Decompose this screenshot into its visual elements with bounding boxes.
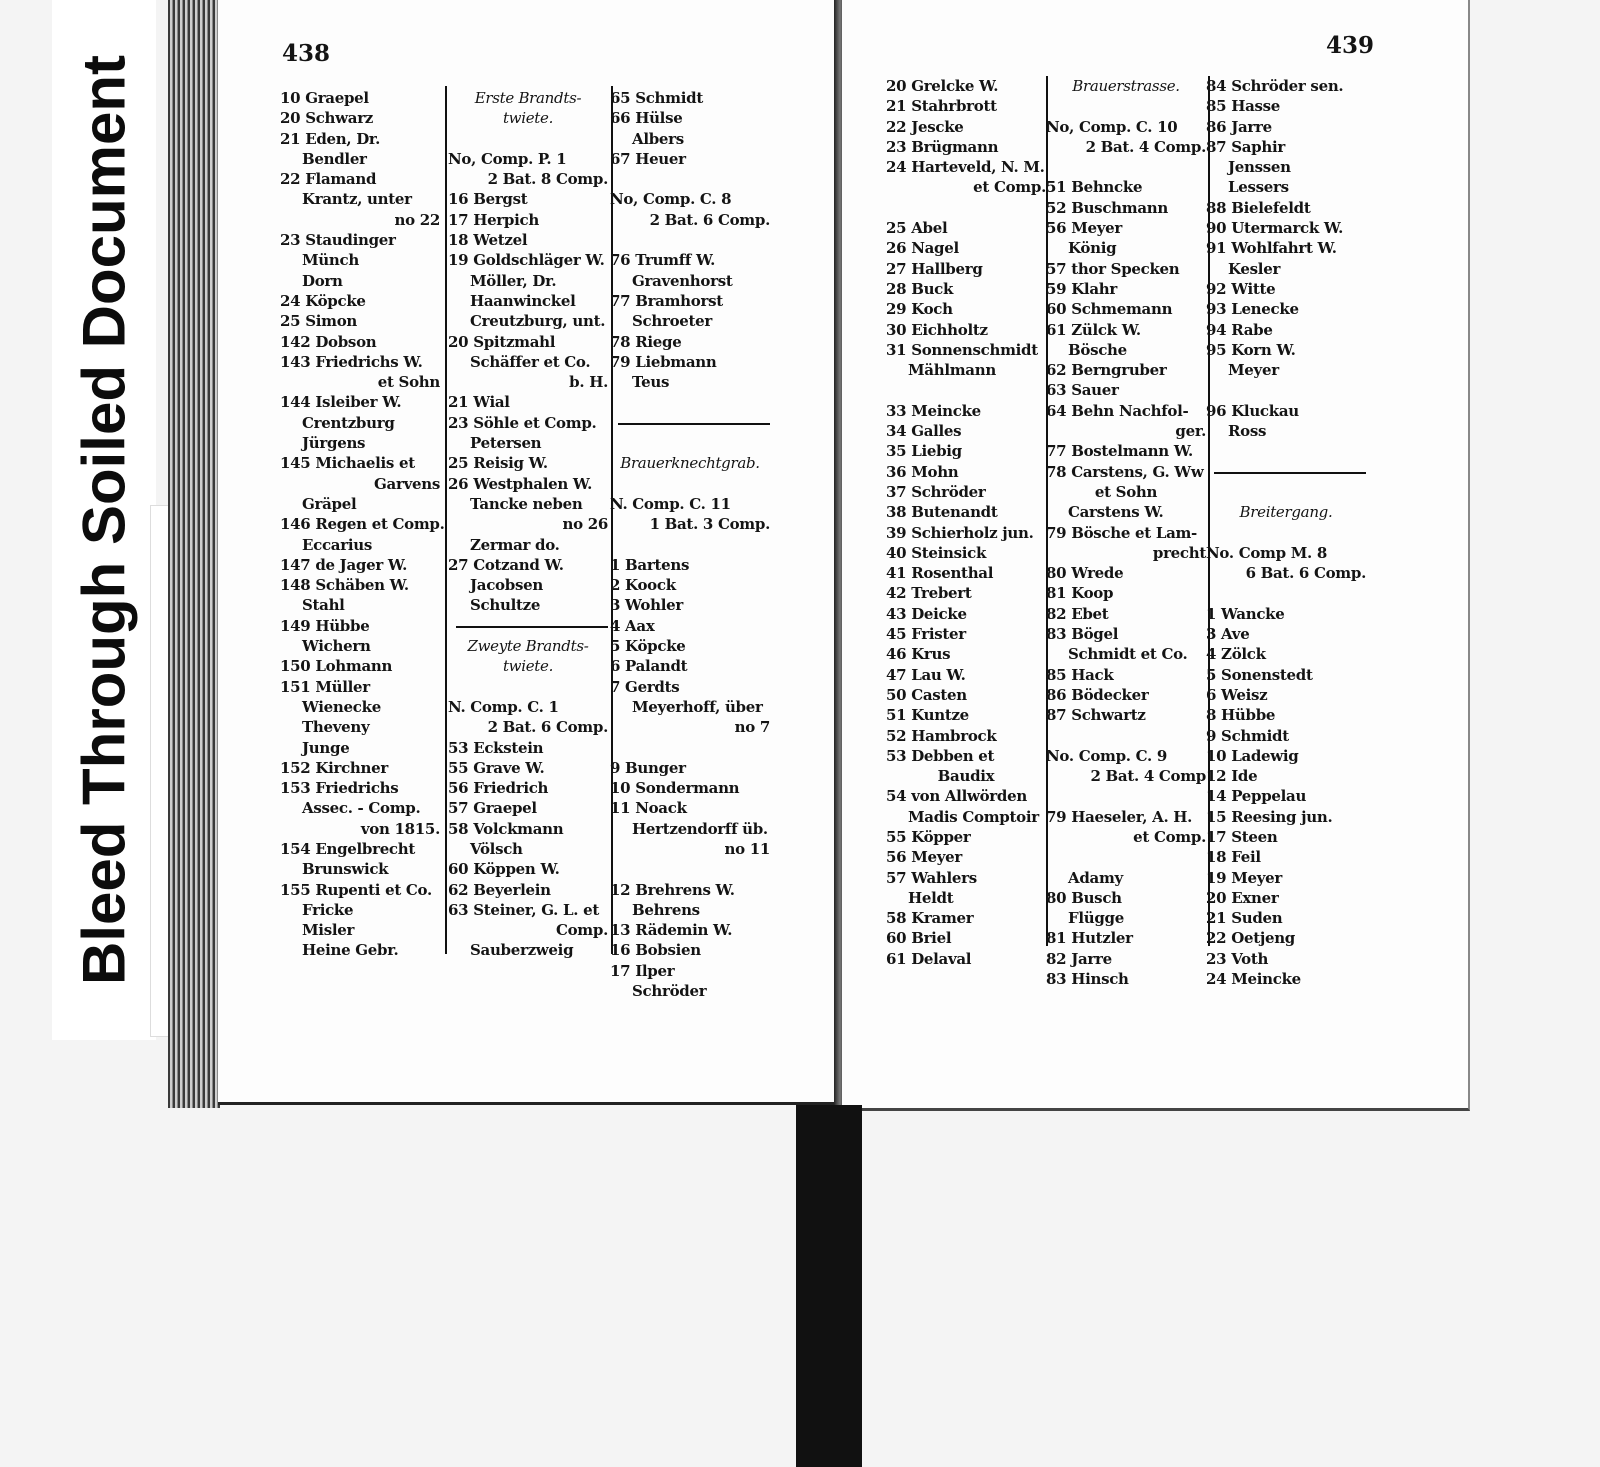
directory-entry: 21 Suden (1206, 909, 1283, 928)
directory-entry: 144 Isleiber W. (280, 393, 402, 412)
directory-entry: Heine Gebr. (302, 941, 399, 960)
section-heading: Brauerknechtgrab. (620, 454, 760, 473)
directory-entry: 83 Bögel (1046, 625, 1119, 644)
blank-line (886, 380, 1046, 400)
directory-entry: et Comp. (973, 178, 1046, 197)
blank-line (1046, 726, 1206, 746)
directory-entry: 63 Steiner, G. L. et (448, 900, 599, 919)
directory-entry: 154 Engelbrecht (280, 839, 416, 858)
directory-entry: 25 Reisig W. (448, 454, 548, 473)
directory-entry: 2 Bat. 4 Comp. (1085, 137, 1206, 156)
directory-entry: 21 Wial (448, 393, 510, 412)
directory-entry: 14 Peppelau (1206, 787, 1307, 806)
directory-entry: Petersen (470, 434, 542, 453)
directory-entry: 10 Ladewig (1206, 746, 1299, 765)
directory-entry: 61 Delaval (886, 949, 972, 968)
directory-entry: 57 Graepel (448, 799, 537, 818)
directory-entry: 79 Bösche et Lam- (1046, 523, 1197, 542)
left-column-3 (610, 88, 770, 1001)
directory-entry: 150 Lohmann (280, 657, 393, 676)
blank-line (1206, 482, 1366, 502)
directory-entry: 19 Goldschläger W. (448, 251, 605, 270)
blank-line (610, 859, 770, 879)
directory-entry: 24 Meincke (1206, 970, 1301, 989)
directory-entry: Flügge (1068, 909, 1124, 928)
directory-entry: Ross (1228, 422, 1267, 441)
directory-entry: 29 Koch (886, 300, 953, 319)
directory-entry: 88 Bielefeldt (1206, 198, 1311, 217)
directory-entry: Bösche (1068, 340, 1127, 359)
page-number-right: 439 (1326, 32, 1375, 59)
directory-entry: Dorn (302, 271, 343, 290)
directory-entry: 28 Buck (886, 279, 954, 298)
directory-entry: Adamy (1068, 868, 1123, 887)
directory-entry: 56 Meyer (1046, 219, 1123, 238)
directory-entry: 2 Bat. 6 Comp. (649, 210, 770, 229)
directory-entry: Hertzendorff üb. (632, 819, 768, 838)
blank-line (610, 169, 770, 189)
directory-entry: 12 Brehrens W. (610, 880, 735, 899)
blank-line (448, 677, 608, 697)
directory-entry: 92 Witte (1206, 279, 1276, 298)
directory-entry: 18 Feil (1206, 848, 1261, 867)
directory-entry: 47 Lau W. (886, 665, 966, 684)
directory-entry: Jenssen (1228, 158, 1291, 177)
directory-entry: no 22 (394, 210, 440, 229)
directory-entry: 54 von Allwörden (886, 787, 1027, 806)
blank-line (1206, 380, 1366, 400)
directory-entry: 52 Buschmann (1046, 198, 1168, 217)
directory-entry: et Sohn (377, 373, 440, 392)
blank-line (1046, 96, 1206, 116)
directory-entry: 5 Köpcke (610, 637, 686, 656)
directory-entry: Schultze (470, 596, 541, 615)
directory-entry: 57 thor Specken (1046, 259, 1180, 278)
directory-entry: Zermar do. (470, 535, 560, 554)
directory-entry: 83 Hinsch (1046, 970, 1129, 989)
blank-line (1046, 786, 1206, 806)
directory-entry: Fricke (302, 900, 354, 919)
directory-entry: no 7 (734, 718, 770, 737)
directory-entry: 18 Wetzel (448, 231, 528, 250)
directory-entry: 42 Trebert (886, 584, 972, 603)
directory-entry: 4 Zölck (1206, 645, 1266, 664)
directory-entry: Madis Comptoir (908, 807, 1039, 826)
directory-entry: 15 Reesing jun. (1206, 807, 1333, 826)
directory-entry: Brunswick (302, 860, 389, 879)
directory-entry: Gravenhorst (632, 271, 733, 290)
directory-entry: 25 Abel (886, 219, 948, 238)
directory-entry: 24 Köpcke (280, 291, 366, 310)
directory-entry: 20 Spitzmahl (448, 332, 556, 351)
directory-entry: 11 Noack (610, 799, 687, 818)
directory-entry: 16 Bobsien (610, 941, 701, 960)
directory-entry: no 26 (562, 515, 608, 534)
blank-line (1206, 441, 1366, 461)
blank-line (886, 198, 1046, 218)
directory-entry: 149 Hübbe (280, 616, 370, 635)
directory-entry: 81 Hutzler (1046, 929, 1133, 948)
section-rule (1206, 462, 1366, 482)
directory-entry: 86 Bödecker (1046, 685, 1149, 704)
directory-entry: 78 Carstens, G. Ww (1046, 462, 1204, 481)
badge-text: Bleed Through Soiled Document (70, 54, 138, 986)
directory-entry: 63 Sauer (1046, 381, 1119, 400)
directory-entry: Misler (302, 921, 355, 940)
directory-entry: 51 Behncke (1046, 178, 1143, 197)
directory-entry: precht (1152, 543, 1206, 562)
directory-entry: 79 Liebmann (610, 352, 717, 371)
directory-entry: Eccarius (302, 535, 372, 554)
directory-entry: Schäffer et Co. (470, 352, 591, 371)
left-column-1 (280, 88, 445, 961)
directory-entry: Sauberzweig (470, 941, 574, 960)
directory-entry: 27 Hallberg (886, 259, 983, 278)
directory-entry: 58 Kramer (886, 909, 974, 928)
section-heading: Breitergang. (1239, 503, 1333, 522)
directory-entry: Haanwinckel (470, 291, 576, 310)
directory-entry: No. Comp. C. 9 (1046, 746, 1168, 765)
directory-entry: 20 Schwarz (280, 109, 374, 128)
directory-entry: 56 Friedrich (448, 779, 549, 798)
directory-entry: 6 Palandt (610, 657, 688, 676)
directory-entry: 52 Hambrock (886, 726, 997, 745)
directory-entry: 20 Exner (1206, 888, 1279, 907)
directory-entry: 94 Rabe (1206, 320, 1273, 339)
directory-entry: Krantz, unter (302, 190, 412, 209)
directory-entry: 80 Wrede (1046, 564, 1124, 583)
directory-entry: 26 Westphalen W. (448, 474, 593, 493)
directory-entry: 12 Ide (1206, 767, 1258, 786)
directory-entry: Theveny (302, 718, 370, 737)
directory-entry: 93 Lenecke (1206, 300, 1299, 319)
directory-entry: 153 Friedrichs (280, 779, 399, 798)
section-rule (610, 413, 770, 433)
directory-entry: 10 Sondermann (610, 779, 740, 798)
directory-entry: Wichern (302, 637, 371, 656)
directory-entry: Völsch (470, 839, 523, 858)
blank-line (1046, 157, 1206, 177)
directory-entry: 2 Bat. 6 Comp. (487, 718, 608, 737)
directory-entry: 30 Eichholtz (886, 320, 988, 339)
directory-entry: Junge (302, 738, 350, 757)
label-badge (52, 0, 156, 1040)
directory-entry: 5 Sonenstedt (1206, 665, 1313, 684)
directory-entry: 62 Berngruber (1046, 361, 1167, 380)
directory-entry: 77 Bramhorst (610, 291, 723, 310)
directory-entry: 91 Wohlfahrt W. (1206, 239, 1337, 258)
page-edges (168, 0, 220, 1108)
directory-entry: No, Comp. C. 8 (610, 190, 732, 209)
directory-entry: 76 Trumff W. (610, 251, 716, 270)
directory-entry: 152 Kirchner (280, 758, 388, 777)
directory-entry: Kesler (1228, 259, 1281, 278)
directory-entry: 9 Bunger (610, 758, 686, 777)
directory-entry: 87 Schwartz (1046, 706, 1146, 725)
directory-entry: 82 Ebet (1046, 604, 1109, 623)
directory-entry: 17 Herpich (448, 210, 539, 229)
directory-entry: 23 Söhle et Comp. (448, 413, 597, 432)
directory-entry: Bendler (302, 149, 367, 168)
directory-entry: 85 Hack (1046, 665, 1114, 684)
directory-entry: 20 Grelcke W. (886, 77, 999, 95)
directory-entry: 9 Schmidt (1206, 726, 1289, 745)
section-heading: Erste Brandts- (474, 89, 582, 107)
directory-entry: 36 Mohn (886, 462, 959, 481)
directory-entry: 2 Koock (610, 576, 676, 595)
directory-entry: Gräpel (302, 494, 357, 513)
directory-entry: Comp. (555, 921, 608, 940)
directory-entry: Meyerhoff, über (632, 697, 763, 716)
directory-entry: Münch (302, 251, 359, 270)
directory-entry: N. Comp. C. 11 (610, 494, 731, 513)
directory-entry: 58 Volckmann (448, 819, 564, 838)
directory-entry: 56 Meyer (886, 848, 963, 867)
directory-entry: 31 Sonnenschmidt (886, 340, 1038, 359)
directory-entry: 46 Krus (886, 645, 951, 664)
directory-entry: 17 Steen (1206, 827, 1278, 846)
directory-entry: 40 Steinsick (886, 543, 987, 562)
directory-entry: Creutzburg, unt. (470, 312, 606, 331)
directory-entry: 19 Meyer (1206, 868, 1283, 887)
directory-entry: Crentzburg (302, 413, 395, 432)
directory-entry: 85 Hasse (1206, 97, 1281, 116)
directory-entry: 60 Köppen W. (448, 860, 560, 879)
directory-entry: 1 Bat. 3 Comp. (649, 515, 770, 534)
directory-entry: 8 Hübbe (1206, 706, 1276, 725)
directory-entry: 10 Graepel (280, 89, 369, 107)
directory-entry: 80 Busch (1046, 888, 1122, 907)
column-divider (445, 86, 447, 954)
directory-entry: 59 Klahr (1046, 279, 1117, 298)
directory-entry: von 1815. (360, 819, 440, 838)
directory-entry: Albers (632, 129, 684, 148)
directory-entry: Mählmann (908, 361, 996, 380)
left-column-2 (448, 88, 608, 961)
directory-entry: 26 Nagel (886, 239, 959, 258)
directory-entry: Baudix (937, 767, 995, 786)
badge-tab (150, 505, 170, 1037)
directory-entry: Möller, Dr. (470, 271, 557, 290)
blank-line (448, 129, 608, 149)
directory-entry: 90 Utermarck W. (1206, 219, 1344, 238)
directory-entry: 4 Aax (610, 616, 655, 635)
right-column-2 (1046, 76, 1206, 989)
directory-entry: Garvens (374, 474, 440, 493)
directory-entry: 2 Bat. 4 Comp (1090, 767, 1206, 786)
directory-entry: 151 Müller (280, 677, 370, 696)
directory-entry: 62 Beyerlein (448, 880, 551, 899)
directory-entry: 60 Schmemann (1046, 300, 1173, 319)
directory-entry: 51 Kuntze (886, 706, 969, 725)
directory-entry: No, Comp. P. 1 (448, 149, 567, 168)
directory-entry: 148 Schäben W. (280, 576, 409, 595)
directory-entry: 95 Korn W. (1206, 340, 1296, 359)
directory-entry: Teus (632, 373, 670, 392)
blank-line (1206, 583, 1366, 603)
directory-entry: No, Comp. C. 10 (1046, 117, 1178, 136)
directory-entry: 142 Dobson (280, 332, 377, 351)
directory-entry: No. Comp M. 8 (1206, 543, 1328, 562)
right-column-3 (1206, 76, 1366, 989)
left-page (218, 0, 838, 1105)
directory-entry: 22 Oetjeng (1206, 929, 1295, 948)
directory-entry: N. Comp. C. 1 (448, 697, 559, 716)
blank-line (610, 474, 770, 494)
directory-entry: et Sohn (1094, 482, 1158, 501)
directory-entry: 3 Ave (1206, 625, 1250, 644)
directory-entry: 67 Heuer (610, 149, 686, 168)
directory-entry: 79 Haeseler, A. H. (1046, 807, 1193, 826)
section-heading: Brauerstrasse. (1072, 77, 1180, 95)
section-heading: twiete. (502, 657, 554, 676)
directory-entry: 2 Bat. 8 Comp. (487, 170, 608, 189)
directory-entry: 86 Jarre (1206, 117, 1272, 136)
directory-entry: 87 Saphir (1206, 137, 1285, 156)
blank-line (1206, 523, 1366, 543)
right-column-1 (886, 76, 1046, 969)
page-number-left: 438 (282, 40, 331, 67)
directory-entry: 34 Galles (886, 422, 962, 441)
directory-entry: 33 Meincke (886, 401, 981, 420)
directory-entry: 65 Schmidt (610, 89, 703, 107)
directory-entry: 22 Jescke (886, 117, 964, 136)
directory-entry: 61 Zülck W. (1046, 320, 1141, 339)
section-heading: Zweyte Brandts- (467, 637, 589, 656)
directory-entry: 24 Harteveld, N. M. (886, 158, 1045, 177)
blank-line (610, 230, 770, 250)
section-heading: twiete. (502, 109, 554, 128)
directory-entry: Schroeter (632, 312, 712, 331)
blank-line (610, 433, 770, 453)
directory-entry: 66 Hülse (610, 109, 683, 128)
directory-entry: 1 Bartens (610, 555, 690, 574)
directory-entry: 23 Brügmann (886, 137, 999, 156)
directory-entry: no 11 (724, 839, 770, 858)
blank-line (610, 738, 770, 758)
directory-entry: 60 Briel (886, 929, 952, 948)
directory-entry: 55 Köpper (886, 827, 971, 846)
directory-entry: 37 Schröder (886, 482, 986, 501)
directory-entry: Wienecke (302, 697, 381, 716)
directory-entry: Schröder (632, 982, 707, 1001)
directory-entry: 155 Rupenti et Co. (280, 880, 432, 899)
directory-entry: 27 Cotzand W. (448, 555, 564, 574)
directory-entry: 23 Staudinger (280, 231, 396, 250)
directory-entry: 7 Gerdts (610, 677, 680, 696)
directory-entry: 147 de Jager W. (280, 555, 407, 574)
section-rule (448, 616, 608, 636)
directory-entry: Jacobsen (470, 576, 543, 595)
directory-entry: 84 Schröder sen. (1206, 77, 1344, 95)
directory-entry: Stahl (302, 596, 345, 615)
directory-entry: 53 Debben et (886, 746, 995, 765)
directory-entry: 6 Weisz (1206, 685, 1268, 704)
blank-line (610, 392, 770, 412)
directory-entry: ger. (1175, 422, 1206, 441)
directory-entry: Jürgens (302, 434, 366, 453)
directory-entry: 53 Eckstein (448, 738, 544, 757)
directory-entry: 22 Flamand (280, 170, 377, 189)
directory-entry: 21 Eden, Dr. (280, 129, 381, 148)
blank-line (610, 535, 770, 555)
directory-entry: 50 Casten (886, 685, 967, 704)
directory-entry: 82 Jarre (1046, 949, 1112, 968)
directory-entry: 81 Koop (1046, 584, 1114, 603)
blank-line (1046, 847, 1206, 867)
directory-entry: 13 Rädemin W. (610, 921, 733, 940)
directory-entry: 3 Wohler (610, 596, 683, 615)
directory-entry: 77 Bostelmann W. (1046, 442, 1193, 461)
directory-entry: 78 Riege (610, 332, 682, 351)
directory-entry: 16 Bergst (448, 190, 528, 209)
directory-entry: Schmidt et Co. (1068, 645, 1188, 664)
directory-entry: 23 Voth (1206, 949, 1269, 968)
directory-entry: Tancke neben (470, 494, 583, 513)
directory-entry: 43 Deicke (886, 604, 967, 623)
directory-entry: Lessers (1228, 178, 1289, 197)
directory-entry: Behrens (632, 900, 700, 919)
directory-entry: 35 Liebig (886, 442, 962, 461)
directory-entry: et Comp. (1133, 827, 1206, 846)
directory-entry: Carstens W. (1068, 503, 1164, 522)
directory-entry: 143 Friedrichs W. (280, 352, 423, 371)
directory-entry: 96 Kluckau (1206, 401, 1299, 420)
directory-entry: Heldt (908, 888, 954, 907)
directory-entry: 25 Simon (280, 312, 358, 331)
directory-entry: 64 Behn Nachfol- (1046, 401, 1189, 420)
directory-entry: Meyer (1228, 361, 1279, 380)
directory-entry: 1 Wancke (1206, 604, 1285, 623)
directory-entry: 45 Frister (886, 625, 966, 644)
directory-entry: 41 Rosenthal (886, 564, 994, 583)
directory-entry: 39 Schierholz jun. (886, 523, 1034, 542)
directory-entry: 17 Ilper (610, 961, 675, 980)
directory-entry: 6 Bat. 6 Comp. (1245, 564, 1366, 583)
ribbon-bookmark (796, 1105, 862, 1467)
directory-entry: 55 Grave W. (448, 758, 545, 777)
directory-entry: 38 Butenandt (886, 503, 998, 522)
directory-entry: Assec. - Comp. (302, 799, 421, 818)
directory-entry: 57 Wahlers (886, 868, 977, 887)
directory-entry: 145 Michaelis et (280, 454, 415, 473)
directory-entry: 21 Stahrbrott (886, 97, 997, 116)
directory-entry: b. H. (569, 373, 608, 392)
right-page (842, 0, 1470, 1111)
directory-entry: 146 Regen et Comp. (280, 515, 445, 534)
directory-entry: König (1068, 239, 1117, 258)
